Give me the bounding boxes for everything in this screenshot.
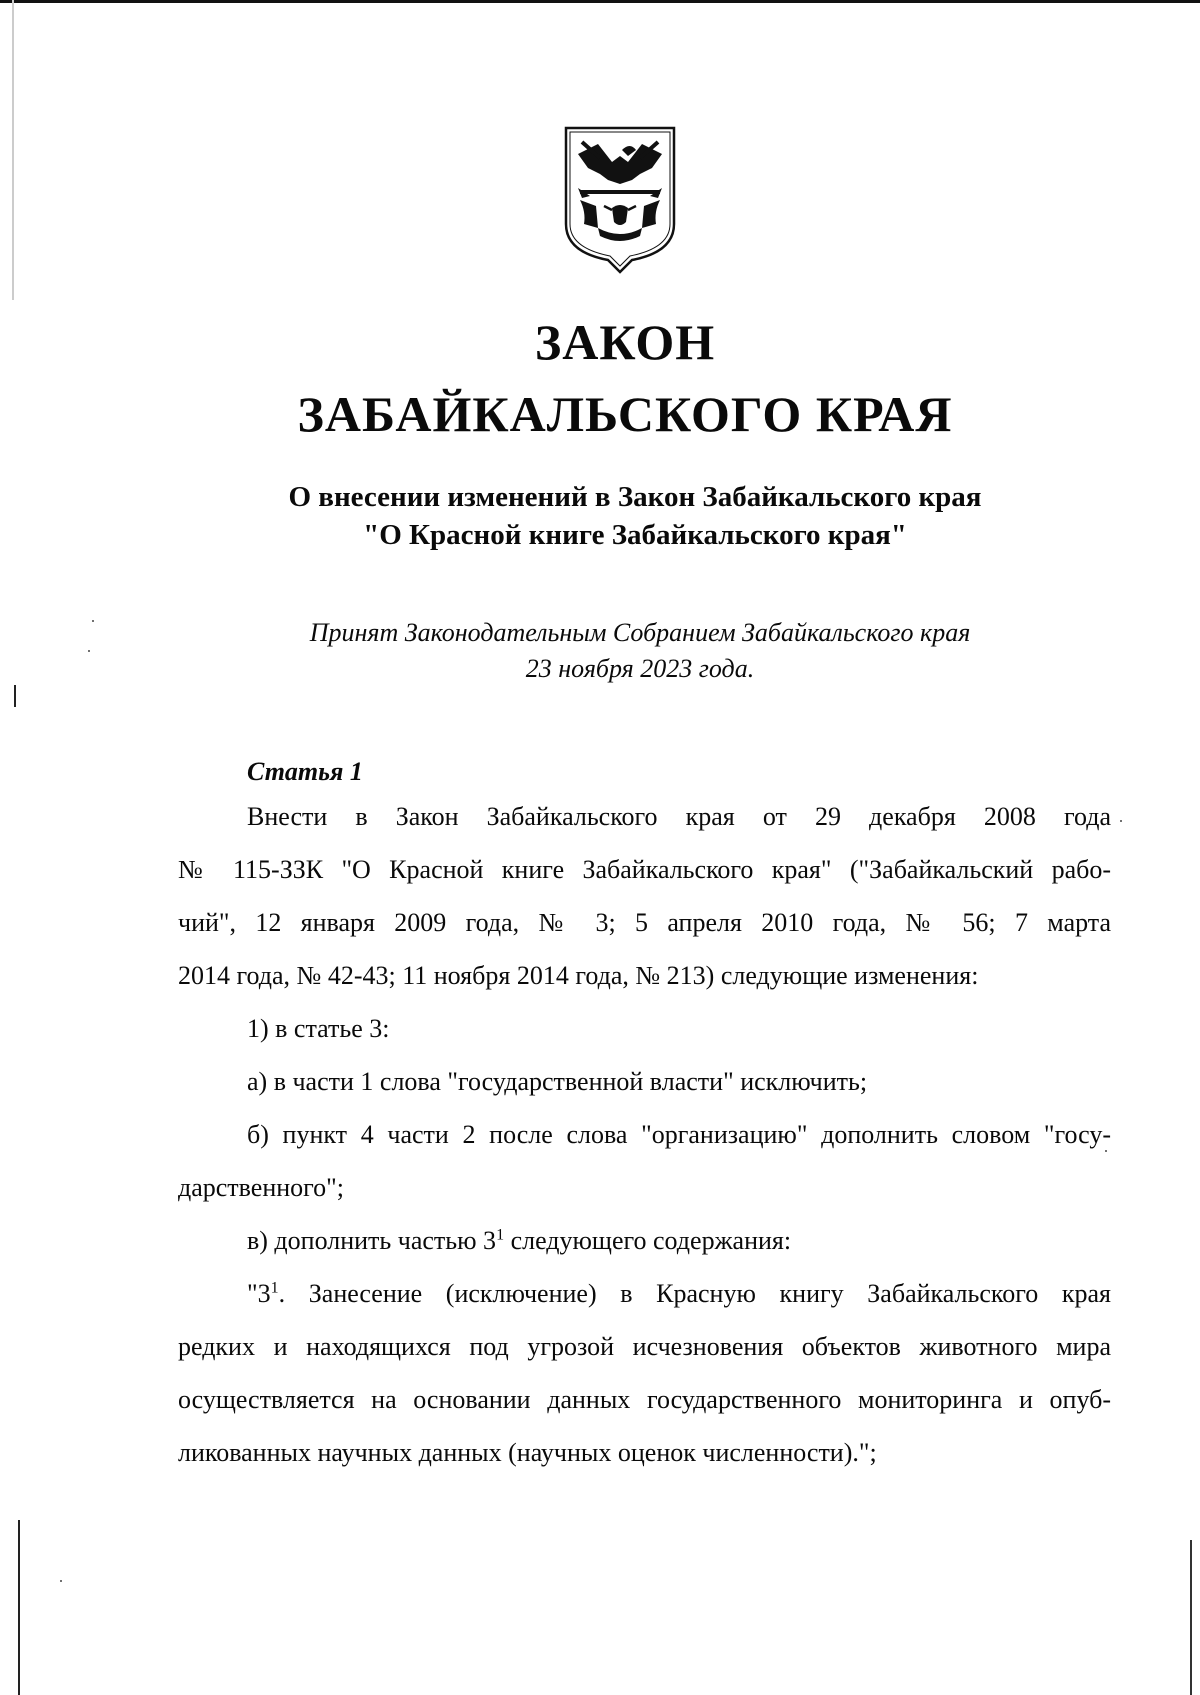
scan-speck xyxy=(60,1580,62,1582)
adoption-line: Принят Законодательным Собранием Забайкальского края xyxy=(309,618,971,647)
paragraph-line: чий", 12 января 2009 года, № 3; 5 апреля 2010 года, № 56; 7 марта xyxy=(178,908,1111,937)
adoption-note xyxy=(0,615,1200,687)
text-run: . Занесение (исключение) в Красную книгу Забайкальского края xyxy=(278,1279,1111,1308)
paragraph-line xyxy=(178,1214,1111,1267)
paragraph-line: Внести в Закон Забайкальского края от 29 декабря 2008 года xyxy=(247,802,1111,831)
paragraph-line: 1) в статье 3: xyxy=(247,1014,390,1043)
paragraph-line: редких и находящихся под угрозой исчезновения объектов животного мира xyxy=(178,1332,1111,1361)
paragraph-line: б) пункт 4 части 2 после слова "организацию" дополнить словом "госу- xyxy=(247,1120,1111,1149)
scan-edge-line xyxy=(0,0,1200,3)
paragraph-line: дарственного"; xyxy=(178,1173,345,1202)
list-item-a xyxy=(178,1055,1111,1108)
paragraph-line: а) в части 1 слова "государственной власти" исключить; xyxy=(247,1067,868,1096)
adoption-date: 23 ноября 2023 года. xyxy=(525,654,755,683)
quoted-amendment xyxy=(178,1267,1111,1479)
scan-edge-mark xyxy=(18,1520,20,1695)
text-run: "3 xyxy=(247,1279,271,1308)
document-subject xyxy=(0,478,1200,554)
text-run: следующего содержания: xyxy=(504,1226,792,1255)
paragraph-line: осуществляется на основании данных государственного мониторинга и опуб- xyxy=(178,1385,1111,1414)
scan-speck xyxy=(1120,820,1122,822)
subject-line: "О Красной книге Забайкальского края" xyxy=(363,519,907,551)
scan-edge-mark xyxy=(1190,1540,1192,1695)
text-run: в) дополнить частью 3 xyxy=(247,1226,497,1255)
superscript: 1 xyxy=(270,1279,279,1297)
paragraph-line: ликованных научных данных (научных оценок численности)."; xyxy=(178,1438,877,1467)
paragraph-line: 2014 года, № 42-43; 11 ноября 2014 года, № 213) следующие изменения: xyxy=(178,961,979,990)
article-heading: Статья 1 xyxy=(247,757,363,786)
scan-edge-mark xyxy=(14,685,16,707)
list-item-b xyxy=(178,1108,1111,1214)
document-type-title: ЗАКОН xyxy=(534,314,716,370)
list-item-1 xyxy=(178,1002,1111,1055)
paragraph-line: № 115-ЗЗК "О Красной книге Забайкальского края" ("Забайкальский рабо- xyxy=(178,855,1111,884)
list-item-v xyxy=(178,1214,1111,1267)
superscript: 1 xyxy=(496,1226,505,1244)
paragraph-line xyxy=(178,1267,1111,1320)
article-intro-paragraph xyxy=(178,790,1111,1002)
subject-line: О внесении изменений в Закон Забайкальского края xyxy=(288,481,982,513)
document-issuer-title: ЗАБАЙКАЛЬСКОГО КРАЯ xyxy=(297,386,953,442)
coat-of-arms-icon xyxy=(560,124,680,274)
scan-edge-mark xyxy=(12,0,14,300)
